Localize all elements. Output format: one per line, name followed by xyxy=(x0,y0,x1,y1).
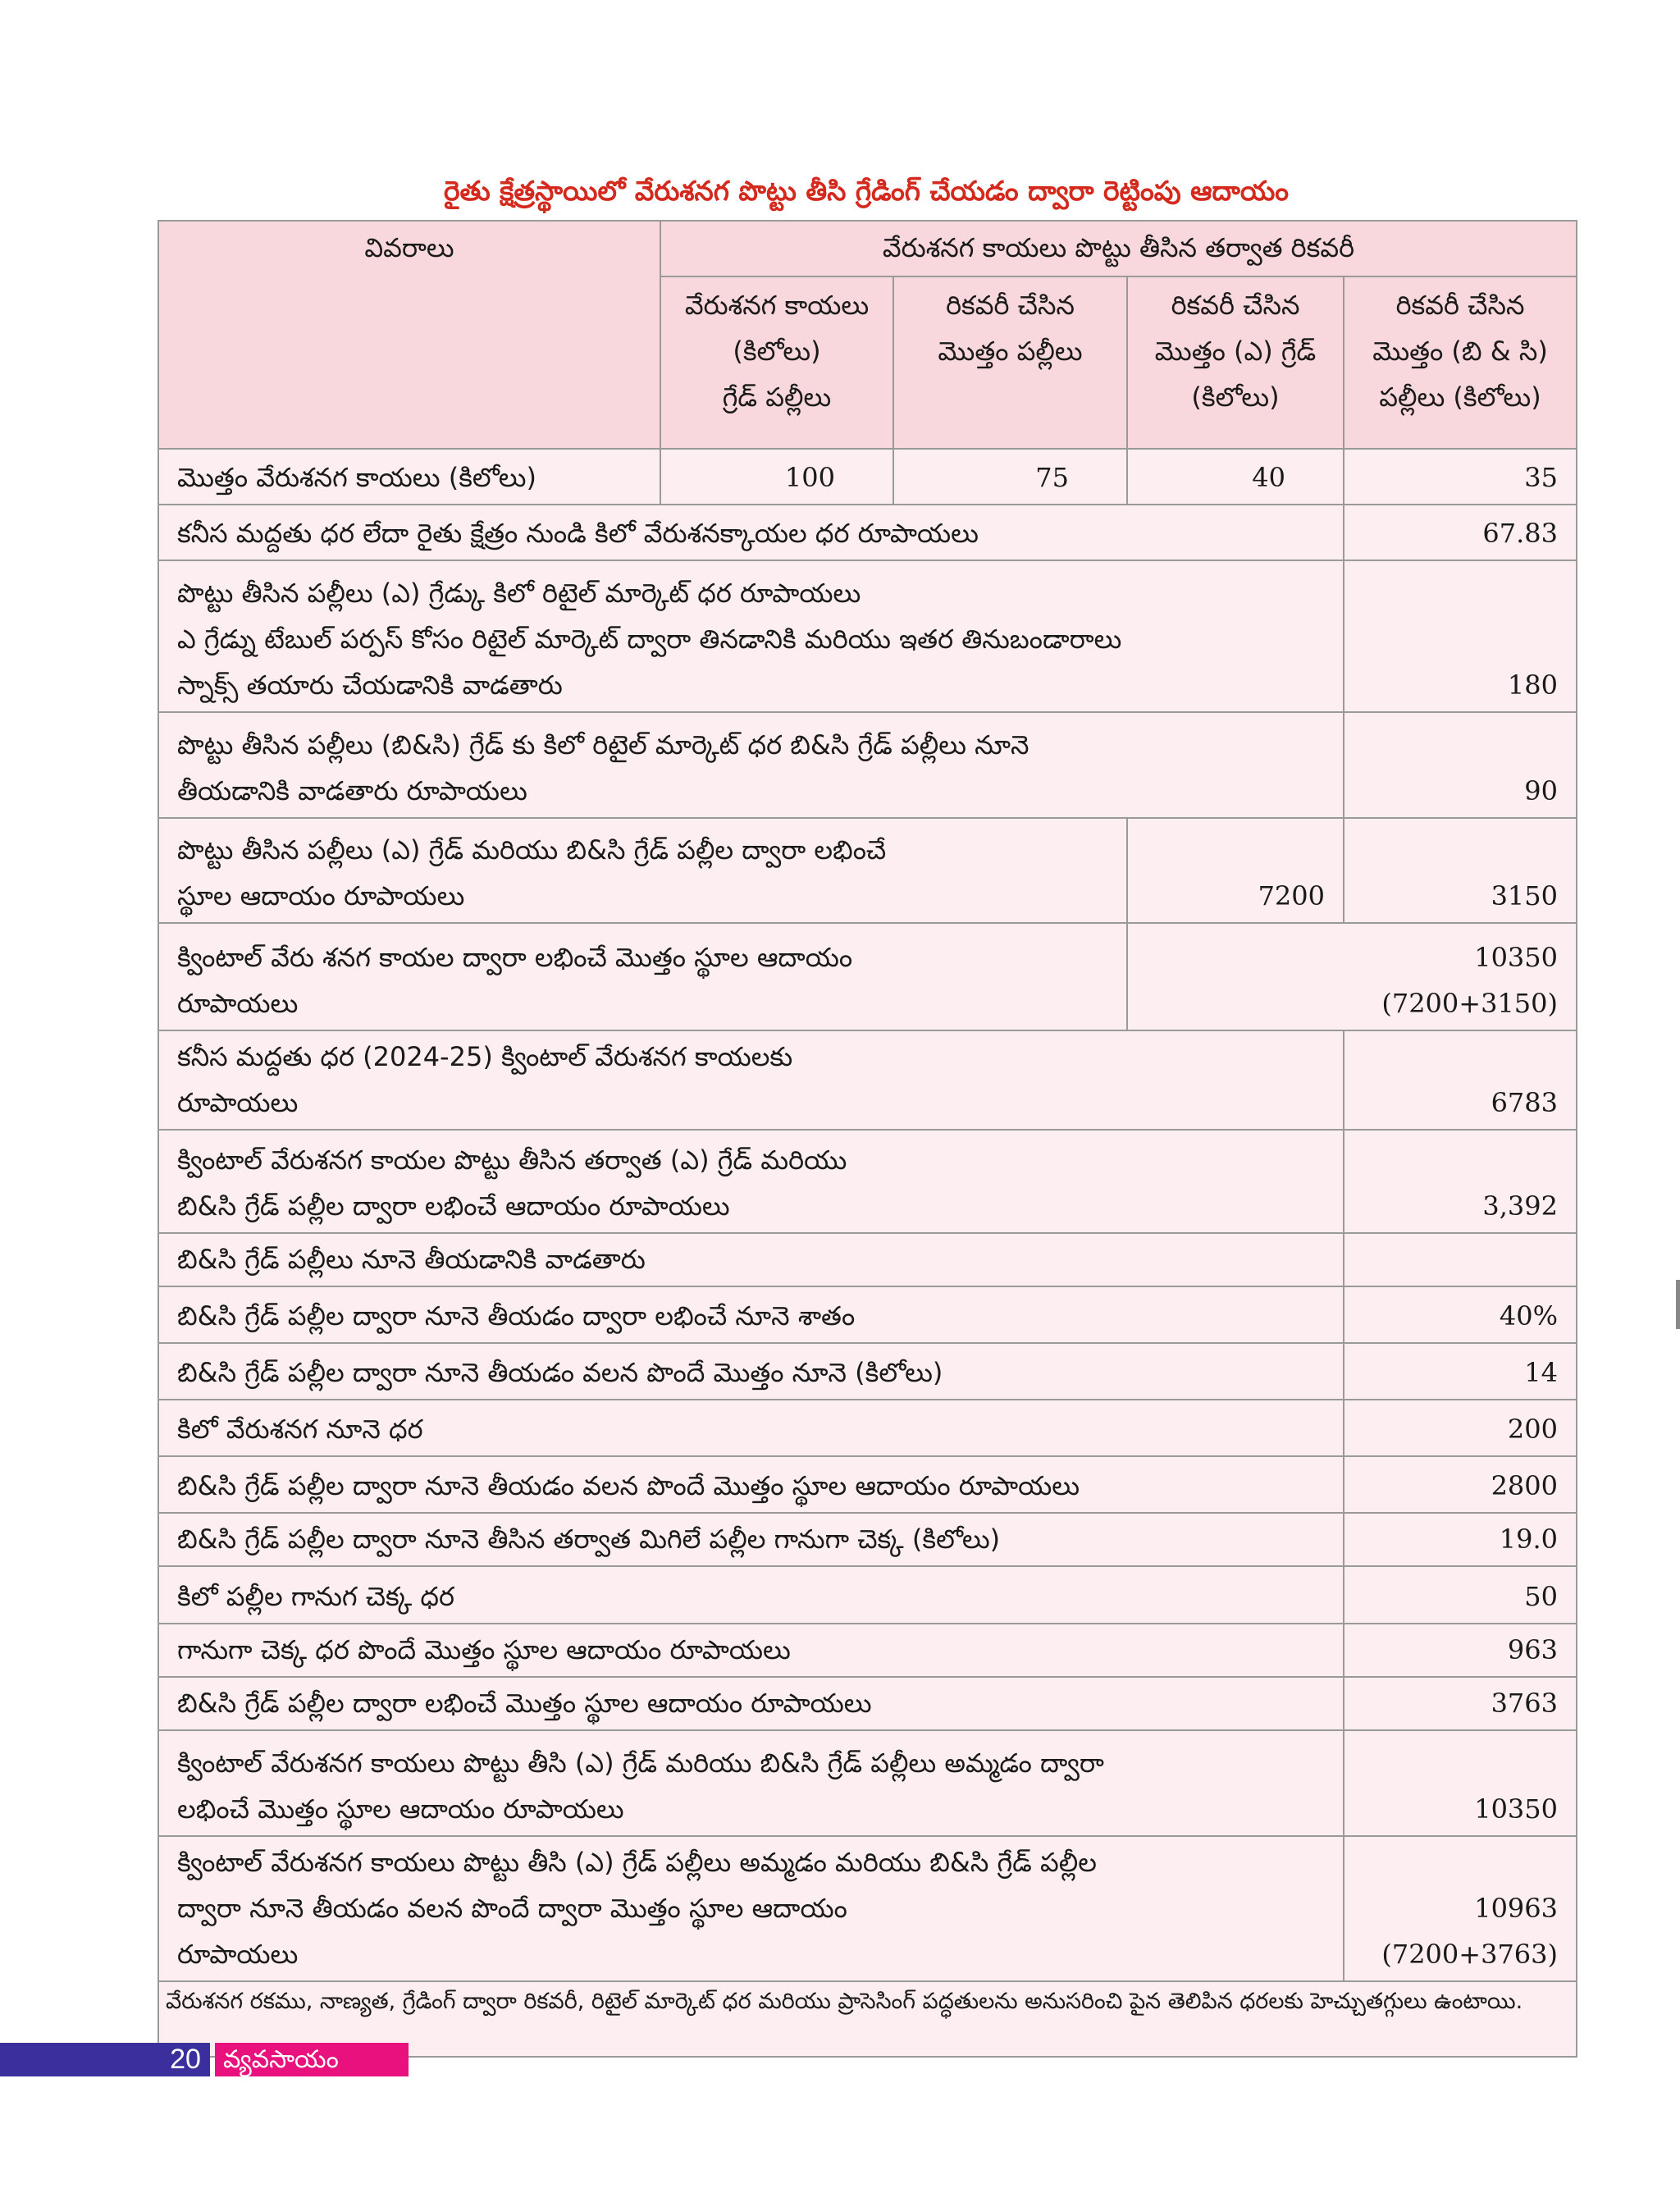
row-value: 2800 xyxy=(1344,1456,1577,1513)
row-value: 3763 xyxy=(1344,1677,1577,1730)
row-value: 180 xyxy=(1344,560,1577,712)
row-label: కిలో పల్లీల గానుగ చెక్క ధర xyxy=(158,1566,1344,1624)
row-value: 6783 xyxy=(1344,1030,1577,1130)
header-col2: రికవరీ చేసిన మొత్తం పల్లీలు xyxy=(893,276,1127,449)
row-value: 963 xyxy=(1344,1624,1577,1677)
table-row xyxy=(158,1400,1577,1456)
row-value xyxy=(1344,1233,1577,1286)
header-col3: రికవరీ చేసిన మొత్తం (ఎ) గ్రేడ్ (కిలోలు) xyxy=(1127,276,1344,449)
row-value: 67.83 xyxy=(1344,505,1577,560)
page-footer xyxy=(0,2043,409,2076)
row-value: 40% xyxy=(1344,1286,1577,1343)
note-text: వేరుశనగ రకము, నాణ్యత, గ్రేడింగ్ ద్వారా రికవరీ, రిటైల్ మార్కెట్ ధర మరియు ప్రాసెసింగ్ పద్ధతులను అనుసరించి పైన తెలిపిన ధరలకు హెచ్చుతగ్గులు ఉంటాయి. xyxy=(158,1981,1577,2057)
row-value: 3,392 xyxy=(1344,1130,1577,1233)
page-number: 20 xyxy=(170,2044,201,2075)
table-row xyxy=(158,1513,1577,1566)
row-label: బి&సి గ్రేడ్ పల్లీల ద్వారా నూనె తీసిన తర్వాత మిగిలే పల్లీల గానుగా చెక్క (కిలోలు) xyxy=(158,1513,1344,1566)
table-row xyxy=(158,1233,1577,1286)
header-col4: రికవరీ చేసిన మొత్తం (బి & సి) పల్లీలు (కిలోలు) xyxy=(1344,276,1577,449)
row-label: క్వింటాల్ వేరుశనగ కాయల పొట్టు తీసిన తర్వాత (ఎ) గ్రేడ్ మరియు బి&సి గ్రేడ్ పల్లీల ద్వారా లభించే ఆదాయం రూపాయలు xyxy=(158,1130,1344,1233)
row-value: 10350 xyxy=(1344,1730,1577,1836)
row-value: 10963 (7200+3763) xyxy=(1344,1836,1577,1981)
row-value: 35 xyxy=(1344,449,1577,505)
row-label: కనీస మద్దతు ధర (2024-25) క్వింటాల్ వేరుశనగ కాయలకు రూపాయలు xyxy=(158,1030,1344,1130)
magazine-name: వ్యవసాయం xyxy=(215,2043,409,2076)
row-label: గానుగా చెక్క ధర పొందే మొత్తం స్థూల ఆదాయం రూపాయలు xyxy=(158,1624,1344,1677)
table-row xyxy=(158,1624,1577,1677)
table-row xyxy=(158,712,1577,818)
row-value: 3150 xyxy=(1344,818,1577,923)
header-col1: వేరుశనగ కాయలు (కిలోలు) గ్రేడ్ పల్లీలు xyxy=(660,276,893,449)
row-value: 200 xyxy=(1344,1400,1577,1456)
row-label: పొట్టు తీసిన పల్లీలు (ఎ) గ్రేడ్ మరియు బి&సి గ్రేడ్ పల్లీల ద్వారా లభించే స్థూల ఆదాయం రూపాయలు xyxy=(158,818,1127,923)
row-label: బి&సి గ్రేడ్ పల్లీల ద్వారా నూనె తీయడం వలన పొందే మొత్తం నూనె (కిలోలు) xyxy=(158,1343,1344,1400)
row-label: క్వింటాల్ వేరు శనగ కాయల ద్వారా లభించే మొత్తం స్థూల ఆదాయం రూపాయలు xyxy=(158,923,1127,1030)
table-row xyxy=(158,1130,1577,1233)
table-row xyxy=(158,449,1577,505)
row-value: 40 xyxy=(1127,449,1344,505)
row-value: 75 xyxy=(893,449,1127,505)
table-row xyxy=(158,505,1577,560)
row-label: క్వింటాల్ వేరుశనగ కాయలు పొట్టు తీసి (ఎ) గ్రేడ్ పల్లీలు అమ్మడం మరియు బి&సి గ్రేడ్ పల్లీల ద్వారా నూనె తీయడం వలన పొందే ద్వారా మొత్తం స్థూల ఆదాయం రూపాయలు xyxy=(158,1836,1344,1981)
table-row xyxy=(158,923,1577,1030)
row-label: బి&సి గ్రేడ్ పల్లీల ద్వారా లభించే మొత్తం స్థూల ఆదాయం రూపాయలు xyxy=(158,1677,1344,1730)
row-value-a-grade: 7200 xyxy=(1127,818,1344,923)
header-group: వేరుశనగ కాయలు పొట్టు తీసిన తర్వాత రికవరీ xyxy=(660,221,1577,276)
page-title: రైతు క్షేత్రస్థాయిలో వేరుశనగ పొట్టు తీసి గ్రేడింగ్ చేయడం ద్వారా రెట్టింపు ఆదాయం xyxy=(443,175,1290,207)
table-row xyxy=(158,818,1577,923)
table-row xyxy=(158,1030,1577,1130)
edge-mark xyxy=(1676,1280,1680,1329)
header-details: వివరాలు xyxy=(158,221,660,449)
data-table xyxy=(158,220,1577,2058)
row-value: 14 xyxy=(1344,1343,1577,1400)
row-label: పొట్టు తీసిన పల్లీలు (ఎ) గ్రేడ్కు కిలో రిటైల్ మార్కెట్ ధర రూపాయలు ఎ గ్రేడ్ను టేబుల్ పర్పస్ కోసం రిటైల్ మార్కెట్ ద్వారా తినడానికి మరియు ఇతర తినుబండారాలు స్నాక్స్ తయారు చేయడానికి వాడతారు xyxy=(158,560,1344,712)
table-row xyxy=(158,1730,1577,1836)
row-label: కిలో వేరుశనగ నూనె ధర xyxy=(158,1400,1344,1456)
row-label: కనీస మద్దతు ధర లేదా రైతు క్షేత్రం నుండి కిలో వేరుశనక్కాయల ధర రూపాయలు xyxy=(158,505,1344,560)
table-row xyxy=(158,1677,1577,1730)
table-row xyxy=(158,1566,1577,1624)
row-label: మొత్తం వేరుశనగ కాయలు (కిలోలు) xyxy=(158,449,660,505)
row-value: 19.0 xyxy=(1344,1513,1577,1566)
row-value: 50 xyxy=(1344,1566,1577,1624)
table-row xyxy=(158,560,1577,712)
row-value: 90 xyxy=(1344,712,1577,818)
row-label: పొట్టు తీసిన పల్లీలు (బి&సి) గ్రేడ్ కు కిలో రిటైల్ మార్కెట్ ధర బి&సి గ్రేడ్ పల్లీలు నూనె తీయడానికి వాడతారు రూపాయలు xyxy=(158,712,1344,818)
table-row xyxy=(158,1836,1577,1981)
row-label: క్వింటాల్ వేరుశనగ కాయలు పొట్టు తీసి (ఎ) గ్రేడ్ మరియు బి&సి గ్రేడ్ పల్లీలు అమ్మడం ద్వారా లభించే మొత్తం స్థూల ఆదాయం రూపాయలు xyxy=(158,1730,1344,1836)
row-label: బి&సి గ్రేడ్ పల్లీల ద్వారా నూనె తీయడం ద్వారా లభించే నూనె శాతం xyxy=(158,1286,1344,1343)
row-value: 10350 (7200+3150) xyxy=(1127,923,1577,1030)
row-label: బి&సి గ్రేడ్ పల్లీలు నూనె తీయడానికి వాడతారు xyxy=(158,1233,1344,1286)
table-row xyxy=(158,1456,1577,1513)
row-label: బి&సి గ్రేడ్ పల్లీల ద్వారా నూనె తీయడం వలన పొందే మొత్తం స్థూల ఆదాయం రూపాయలు xyxy=(158,1456,1344,1513)
table-row xyxy=(158,1286,1577,1343)
row-value: 100 xyxy=(660,449,893,505)
table-row xyxy=(158,1343,1577,1400)
